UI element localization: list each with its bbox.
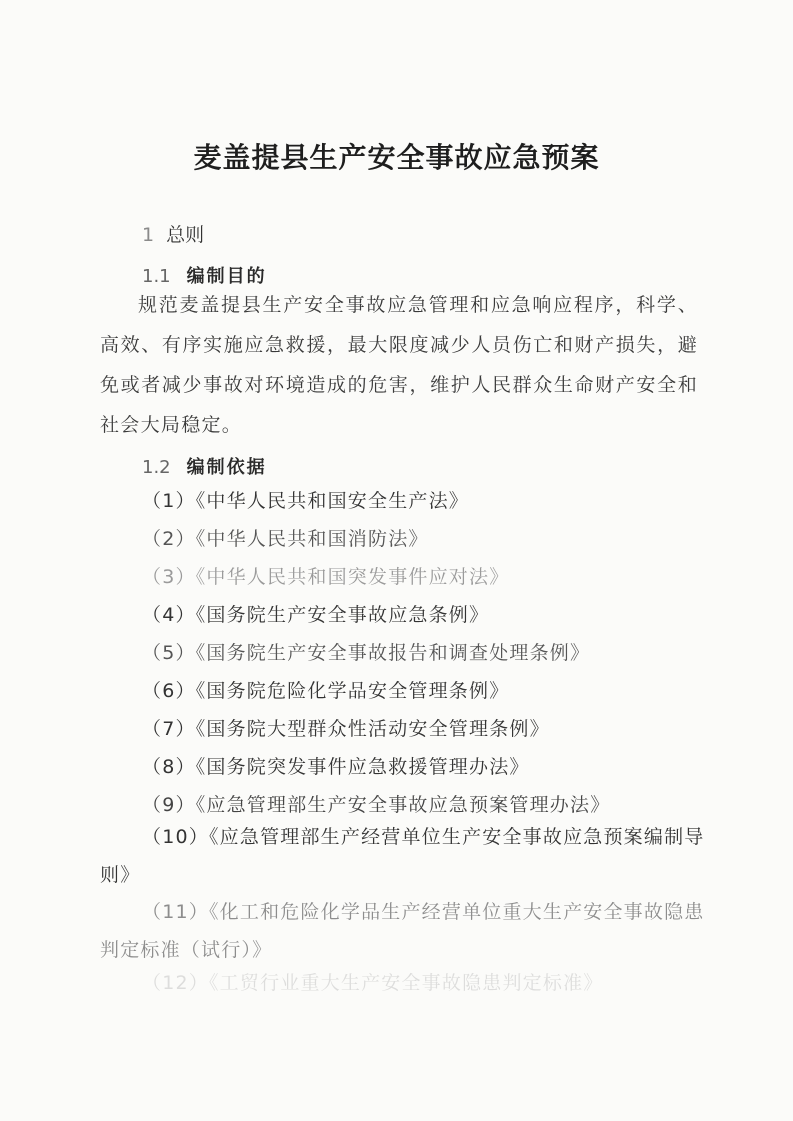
subsection-heading-basis — [142, 453, 267, 479]
reference-item: （9）《应急管理部生产安全事故应急预案管理办法》 — [142, 794, 611, 816]
reference-item: （1）《中华人民共和国安全生产法》 — [142, 490, 469, 512]
section-title: 总则 — [166, 224, 205, 246]
section-heading-general — [142, 220, 204, 247]
document-title: 麦盖提县生产安全事故应急预案 — [193, 141, 600, 174]
reference-item: （10）《应急管理部生产经营单位生产安全事故应急预案编制导则》 — [100, 826, 705, 886]
reference-item: （5）《国务院生产安全事故报告和调查处理条例》 — [142, 642, 591, 664]
subsection-title: 编制目的 — [186, 266, 267, 287]
section-number: 1 — [142, 224, 155, 246]
reference-item: （7）《国务院大型群众性活动安全管理条例》 — [142, 718, 550, 740]
reference-item: （6）《国务院危险化学品安全管理条例》 — [142, 680, 510, 702]
reference-item: （2）《中华人民共和国消防法》 — [142, 528, 429, 550]
reference-item: （4）《国务院生产安全事故应急条例》 — [142, 604, 490, 626]
subsection-number: 1.2 — [142, 457, 171, 478]
subsection-number: 1.1 — [142, 266, 171, 287]
reference-item: （3）《中华人民共和国突发事件应对法》 — [142, 566, 510, 588]
reference-item: （12）《工贸行业重大生产安全事故隐患判定标准》 — [142, 972, 604, 994]
reference-item: （8）《国务院突发事件应急救援管理办法》 — [142, 756, 530, 778]
subsection-title: 编制依据 — [186, 457, 267, 478]
purpose-paragraph: 规范麦盖提县生产安全事故应急管理和应急响应程序，科学、高效、有序实施应急救援，最大限度减少人员伤亡和财产损失，避免或者减少事故对环境造成的危害，维护人民群众生命财产安全和社会大局稳定。 — [100, 294, 698, 436]
reference-item: （11）《化工和危险化学品生产经营单位重大生产安全事故隐患判定标准（试行）》 — [100, 901, 705, 961]
